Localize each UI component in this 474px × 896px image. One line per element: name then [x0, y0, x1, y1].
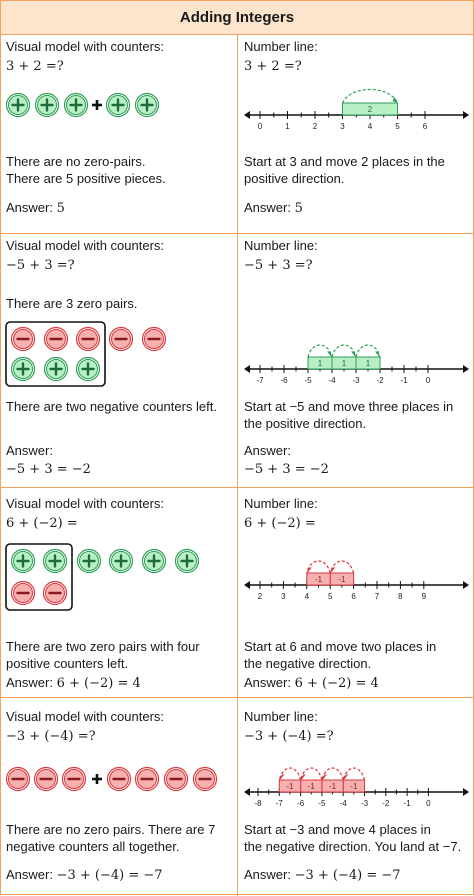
row2-counters: [1, 319, 237, 391]
answer-label: Answer:: [6, 675, 53, 690]
arrow-head-icon: [307, 568, 311, 573]
answer-label: Answer:: [6, 200, 53, 215]
arrow-head-icon: [376, 352, 380, 357]
row2-right-heading: Number line:: [244, 238, 318, 253]
tick-label: -8: [254, 799, 262, 808]
row4-right-heading: Number line:: [244, 709, 318, 724]
row1-right-answer: [244, 199, 303, 217]
row3-right-answer: [244, 674, 379, 692]
row1-left-heading: Visual model with counters:: [6, 39, 165, 54]
row1-right-explanation-2: positive direction.: [244, 171, 345, 186]
row1-left-equation: 3 + 2 =?: [6, 59, 64, 74]
jump-label: 1: [317, 359, 323, 368]
row4-counters: [1, 761, 237, 801]
tick-label: 0: [257, 122, 263, 131]
positive-counter-icon: [7, 94, 30, 117]
row2-right-answer: −5 + 3 = −2: [244, 462, 329, 477]
jump-label: -1: [338, 575, 346, 584]
row4-right-explanation-2: the negative direction. You land at −7.: [244, 839, 462, 854]
jump-label: 1: [341, 359, 347, 368]
row2-left-explanation-1: There are two negative counters left.: [6, 399, 218, 414]
tick-label: 3: [281, 592, 286, 601]
negative-counter-icon: [35, 768, 58, 791]
row4-number-line: [238, 747, 474, 809]
jump-arc: [330, 561, 353, 573]
tick-label: -4: [339, 799, 347, 808]
negative-counter-icon: [12, 328, 35, 351]
row3-counters: [1, 541, 237, 613]
arrow-left-icon: [244, 365, 250, 373]
tick-label: 1: [285, 122, 290, 131]
tick-label: 5: [327, 592, 333, 601]
answer-value: 6 + (−2) = 4: [294, 676, 379, 691]
arrow-head-icon: [352, 352, 356, 357]
table-title: Adding Integers: [1, 1, 473, 35]
tick-label: 2: [257, 592, 263, 601]
negative-counter-icon: [63, 768, 86, 791]
row4-left-explanation-2: negative counters all together.: [6, 839, 180, 854]
plus-sign-icon: [92, 100, 102, 110]
jump-arc: [343, 90, 398, 104]
arrow-right-icon: [463, 111, 469, 119]
negative-counter-icon: [194, 768, 217, 791]
row1-left-answer: [6, 199, 65, 217]
row1-right-equation: 3 + 2 =?: [244, 59, 302, 74]
jump-label: 1: [365, 359, 371, 368]
tick-label: -7: [256, 376, 264, 385]
row1-right-explanation-1: Start at 3 and move 2 places in the: [244, 154, 445, 169]
positive-counter-icon: [136, 94, 159, 117]
negative-counter-icon: [12, 582, 35, 605]
tick-label: -2: [382, 799, 390, 808]
answer-label: Answer:: [244, 867, 291, 882]
jump-label: -1: [307, 782, 315, 791]
row2-left-equation: −5 + 3 =?: [6, 258, 75, 273]
jump-arc: [307, 561, 330, 573]
row2-right-equation: −5 + 3 =?: [244, 258, 313, 273]
tick-label: -5: [304, 376, 312, 385]
answer-label: Answer:: [244, 200, 291, 215]
negative-counter-icon: [136, 768, 159, 791]
row1-number-line: [238, 79, 474, 139]
row4-left-equation: −3 + (−4) =?: [6, 729, 96, 744]
row3-right-explanation-1: Start at 6 and move two places in: [244, 639, 437, 654]
answer-value: 6 + (−2) = 4: [56, 676, 141, 691]
row1-counters: [1, 87, 237, 127]
positive-counter-icon: [176, 550, 199, 573]
row3-right-heading: Number line:: [244, 496, 318, 511]
row4-right-equation: −3 + (−4) =?: [244, 729, 334, 744]
negative-counter-icon: [44, 582, 67, 605]
jump-arc: [356, 345, 380, 357]
row3-left-explanation-1: There are two zero pairs with four: [6, 639, 200, 654]
plus-sign-icon: [92, 774, 102, 784]
answer-value: 5: [56, 201, 65, 216]
jump-arc: [332, 345, 356, 357]
jump-arc: [308, 345, 332, 357]
answer-value: −3 + (−4) = −7: [56, 868, 163, 883]
tick-label: 6: [351, 592, 356, 601]
tick-label: -5: [318, 799, 326, 808]
tick-label: 9: [421, 592, 427, 601]
row2-number-line: [238, 321, 474, 385]
row4-left-heading: Visual model with counters:: [6, 709, 165, 724]
row3-left-heading: Visual model with counters:: [6, 496, 165, 511]
row1-left-explanation-2: There are 5 positive pieces.: [6, 171, 166, 186]
arrow-head-icon: [330, 568, 334, 573]
row2-left-note: There are 3 zero pairs.: [6, 296, 138, 311]
positive-counter-icon: [65, 94, 88, 117]
jump-arc: [322, 768, 343, 780]
row2-left-answer-label: Answer:: [6, 443, 53, 458]
row3-number-line: [238, 539, 474, 609]
row2-right-explanation-2: the positive direction.: [244, 416, 367, 431]
negative-counter-icon: [110, 328, 133, 351]
positive-counter-icon: [78, 550, 101, 573]
jump-label: -1: [350, 782, 358, 791]
positive-counter-icon: [143, 550, 166, 573]
positive-counter-icon: [107, 94, 130, 117]
tick-label: 4: [367, 122, 373, 131]
tick-label: 4: [304, 592, 310, 601]
tick-label: -3: [360, 799, 369, 808]
tick-label: -6: [280, 376, 288, 385]
tick-label: 3: [340, 122, 345, 131]
answer-label: Answer:: [244, 675, 291, 690]
tick-label: -1: [403, 799, 411, 808]
negative-counter-icon: [7, 768, 30, 791]
row3-left-equation: 6 + (−2) =: [6, 516, 78, 531]
row2-left-answer: −5 + 3 = −2: [6, 462, 91, 477]
negative-counter-icon: [143, 328, 166, 351]
row3-right-equation: 6 + (−2) =: [244, 516, 316, 531]
negative-counter-icon: [165, 768, 188, 791]
tick-label: 5: [395, 122, 400, 131]
tick-label: 8: [398, 592, 403, 601]
jump-arc: [279, 768, 300, 780]
negative-counter-icon: [108, 768, 131, 791]
jump-label: -1: [286, 782, 294, 791]
row2-right-answer-label: Answer:: [244, 443, 291, 458]
tick-label: -6: [297, 799, 305, 808]
tick-label: 0: [426, 799, 431, 808]
positive-counter-icon: [45, 358, 68, 381]
row4-right-answer: [244, 866, 401, 884]
tick-label: 6: [422, 122, 428, 131]
negative-counter-icon: [77, 328, 100, 351]
tick-label: 0: [425, 376, 431, 385]
positive-counter-icon: [44, 550, 67, 573]
arrow-right-icon: [463, 788, 469, 796]
jump-label: -1: [328, 782, 337, 791]
arrow-right-icon: [463, 365, 469, 373]
jump-label: 2: [367, 105, 373, 114]
row3-left-answer: [6, 674, 141, 692]
positive-counter-icon: [12, 358, 35, 381]
jump-arc: [301, 768, 322, 780]
positive-counter-icon: [77, 358, 100, 381]
tick-label: -4: [328, 376, 336, 385]
answer-label: Answer:: [6, 867, 53, 882]
arrow-head-icon: [328, 352, 332, 357]
arrow-left-icon: [244, 788, 250, 796]
positive-counter-icon: [12, 550, 35, 573]
positive-counter-icon: [110, 550, 133, 573]
arrow-left-icon: [244, 581, 250, 589]
row3-left-explanation-2: positive counters left.: [6, 656, 129, 671]
tick-label: -3: [352, 376, 360, 385]
positive-counter-icon: [36, 94, 59, 117]
row4-right-explanation-1: Start at −3 and move 4 places in: [244, 822, 431, 837]
jump-arc: [343, 768, 364, 780]
tick-label: 7: [374, 592, 380, 601]
row2-left-heading: Visual model with counters:: [6, 238, 165, 253]
tick-label: 2: [312, 122, 318, 131]
row4-left-answer: [6, 866, 163, 884]
answer-value: −3 + (−4) = −7: [294, 868, 401, 883]
negative-counter-icon: [45, 328, 68, 351]
tick-label: -7: [275, 799, 283, 808]
row4-left-explanation-1: There are no zero pairs. There are 7: [6, 822, 216, 837]
row3-right-explanation-2: the negative direction.: [244, 656, 372, 671]
arrow-right-icon: [463, 581, 469, 589]
row1-left-explanation-1: There are no zero-pairs.: [6, 154, 146, 169]
row2-right-explanation-1: Start at −5 and move three places in: [244, 399, 454, 414]
row1-right-heading: Number line:: [244, 39, 318, 54]
arrow-left-icon: [244, 111, 250, 119]
tick-label: -2: [376, 376, 384, 385]
tick-label: -1: [400, 376, 408, 385]
jump-label: -1: [314, 575, 323, 584]
answer-value: 5: [294, 201, 303, 216]
